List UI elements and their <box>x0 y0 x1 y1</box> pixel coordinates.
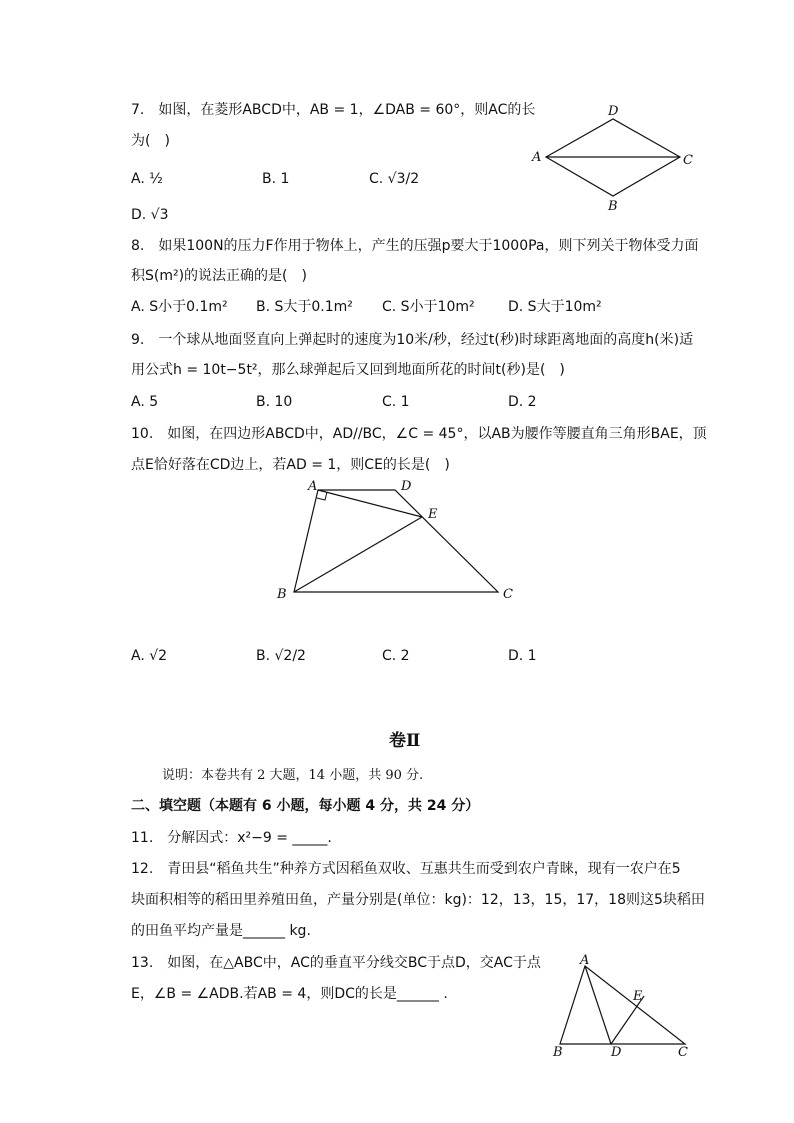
q10-label-e: E <box>428 507 438 522</box>
q10-quadrilateral-figure <box>270 474 530 609</box>
q8-option-a: A. S小于0.1m² <box>131 299 228 315</box>
q10-label-c: C <box>503 587 513 602</box>
q11-line1: 11. 分解因式：x²−9 = _____. <box>131 830 332 846</box>
q9-option-c: C. 1 <box>382 394 410 410</box>
q8-option-b: B. S大于0.1m² <box>256 299 353 315</box>
q13-triangle-figure <box>548 952 698 1064</box>
q9-option-b: B. 10 <box>256 394 293 410</box>
q13-label-e: E <box>633 989 643 1004</box>
q10-line2: 点E恰好落在CD边上，若AD = 1，则CE的长是( ) <box>131 457 450 473</box>
q9-option-d: D. 2 <box>508 394 537 410</box>
q8-option-d: D. S大于10m² <box>508 299 602 315</box>
q7-option-d: D. √3 <box>131 207 169 223</box>
q13-label-d: D <box>611 1045 622 1060</box>
section-heading: 二、填空题（本题有 6 小题，每小题 4 分，共 24 分） <box>131 798 480 814</box>
q10-option-d: D. 1 <box>508 648 537 664</box>
q7-line2: 为( ) <box>131 133 170 149</box>
section-title: 卷Ⅱ <box>389 731 421 751</box>
q9-option-a: A. 5 <box>131 394 159 410</box>
q10-line1: 10. 如图，在四边形ABCD中，AD//BC，∠C = 45°，以AB为腰作等腰直角三角形BAE，顶 <box>131 426 707 442</box>
q13-label-c: C <box>678 1045 688 1060</box>
q7-label-c: C <box>683 153 693 168</box>
q10-label-b: B <box>277 587 287 602</box>
q10-option-c: C. 2 <box>382 648 410 664</box>
q13-line2: E，∠B = ∠ADB.若AB = 4，则DC的长是______ . <box>131 986 448 1002</box>
q13-line1: 13. 如图，在△ABC中，AC的垂直平分线交BC于点D，交AC于点 <box>131 955 541 971</box>
q9-line2: 用公式h = 10t−5t²，那么球弹起后又回到地面所花的时间t(秒)是( ) <box>131 362 565 378</box>
q8-option-c: C. S小于10m² <box>382 299 475 315</box>
q13-label-a: A <box>580 953 590 968</box>
q10-option-a: A. √2 <box>131 648 168 664</box>
q7-label-a: A <box>532 150 542 165</box>
q7-option-b: B. 1 <box>262 171 290 187</box>
q7-option-a: A. ½ <box>131 171 163 187</box>
q7-label-d: D <box>608 104 619 119</box>
q7-rhombus-figure <box>526 100 696 215</box>
q10-label-a: A <box>308 479 318 494</box>
q13-label-b: B <box>553 1045 563 1060</box>
q8-line1: 8. 如果100N的压力F作用于物体上，产生的压强p要大于1000Pa，则下列关于物体受力面 <box>131 238 699 254</box>
q7-option-c: C. √3/2 <box>369 171 420 187</box>
q8-line2: 积S(m²)的说法正确的是( ) <box>131 268 307 284</box>
q10-option-b: B. √2/2 <box>256 648 306 664</box>
q12-line3: 的田鱼平均产量是______ kg. <box>131 923 311 939</box>
q12-line1: 12. 青田县“稻鱼共生”种养方式因稻鱼双收、互惠共生而受到农户青睐，现有一农户在5 <box>131 861 681 877</box>
q7-line1: 7. 如图，在菱形ABCD中，AB = 1，∠DAB = 60°，则AC的长 <box>131 102 536 118</box>
q7-label-b: B <box>608 199 618 214</box>
q12-line2: 块面积相等的稻田里养殖田鱼，产量分别是(单位：kg)：12，13，15，17，18则这5块稻田 <box>131 892 705 908</box>
q9-line1: 9. 一个球从地面竖直向上弹起时的速度为10米/秒，经过t(秒)时球距离地面的高度h(米)适 <box>131 332 694 348</box>
q10-label-d: D <box>401 479 412 494</box>
section-note: 说明：本卷共有 2 大题，14 小题，共 90 分. <box>162 768 424 783</box>
